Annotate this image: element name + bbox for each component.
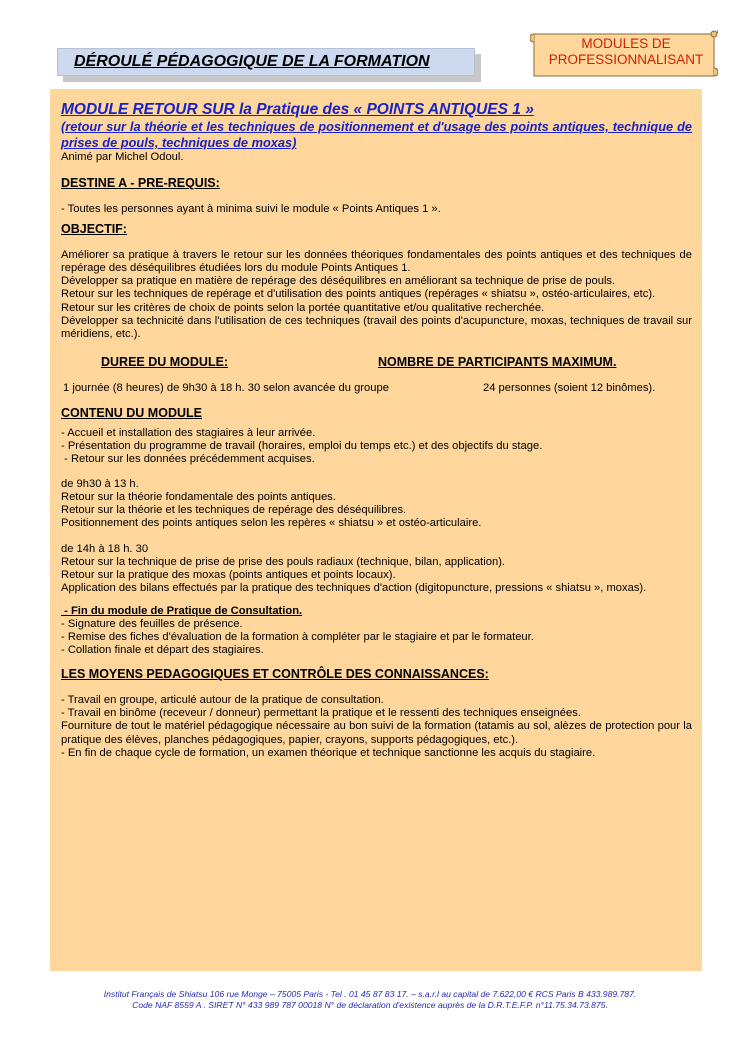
list-item: Retour sur la pratique des moxas (points antiques et points locaux).	[61, 568, 396, 581]
list-item: - Remise des fiches d'évaluation de la formation à compléter par le stagiaire et par le formateur.	[61, 631, 534, 644]
list-item: Retour sur la théorie et les techniques de repérage des déséquilibres.	[61, 504, 407, 517]
afternoon-time: de 14h à 18 h. 30	[61, 542, 149, 555]
header-banner	[57, 48, 475, 76]
list-item: Application des bilans effectués par la pratique des techniques d'action (digitopuncture, pressions « shiatsu », moxas).	[61, 581, 647, 594]
list-item: - En fin de chaque cycle de formation, un examen théorique et technique sanctionne les acquis du stagiaire.	[61, 746, 596, 759]
page-footer	[0, 989, 740, 1011]
prereq-heading: DESTINE A - PRE-REQUIS:	[61, 176, 220, 191]
list-item: Retour sur la théorie fondamentale des points antiques.	[61, 491, 336, 504]
duree-value: 1 journée (8 heures) de 9h30 à 18 h. 30 selon avancée du groupe	[63, 381, 389, 394]
module-title: MODULE RETOUR SUR la Pratique des « POINTS ANTIQUES 1 »	[61, 101, 534, 118]
footer-line: Institut Français de Shiatsu 106 rue Monge – 75005 Paris - Tel . 01 45 87 83 17. – s.a.r.l au capital de 7.622,00 € RCS Paris B 433.989.787.	[103, 989, 637, 999]
objectif-paragraph: Améliorer sa pratique à travers le retour sur les données théoriques fondamentales des points antiques et des techniques de repérage des déséquilibres étudiées lors du module Points Antiques 1.	[61, 249, 692, 275]
badge-label: MODULES DE PROFESSIONNALISANT	[548, 36, 704, 67]
duree-headings	[61, 355, 692, 370]
list-item: - Accueil et installation des stagiaires à leur arrivée.	[61, 426, 316, 439]
objectif-paragraph: Retour sur les critères de choix de points selon la portée quantitative et/ou qualitative recherchée.	[61, 301, 545, 314]
modules-badge	[530, 30, 718, 80]
objectif-heading: OBJECTIF:	[61, 222, 127, 237]
duree-heading: DUREE DU MODULE:	[101, 354, 229, 369]
module-animator: Animé par Michel Odoul.	[61, 151, 184, 163]
duree-values	[61, 382, 692, 396]
list-item: - Présentation du programme de travail (horaires, emploi du temps etc.) et des objectifs du stage.	[61, 439, 543, 452]
contenu-heading: CONTENU DU MODULE	[61, 405, 202, 420]
list-item: Retour sur la technique de prise de prise des pouls radiaux (technique, bilan, application).	[61, 555, 506, 568]
list-item: - Retour sur les données précédemment acquises.	[61, 453, 315, 466]
prereq-text: - Toutes les personnes ayant à minima suivi le module « Points Antiques 1 ».	[61, 203, 441, 216]
list-item: - Travail en groupe, articulé autour de la pratique de consultation.	[61, 694, 384, 707]
moyens-heading: LES MOYENS PEDAGOGIQUES ET CONTRÔLE DES CONNAISSANCES:	[61, 667, 489, 682]
morning-time: de 9h30 à 13 h.	[61, 478, 139, 491]
list-item: - Collation finale et départ des stagiaires.	[61, 644, 264, 657]
participants-heading: NOMBRE DE PARTICIPANTS MAXIMUM.	[378, 354, 617, 369]
end-heading: - Fin du module de Pratique de Consultation.	[61, 604, 303, 617]
module-subtitle: (retour sur la théorie et les techniques de positionnement et d'usage des points antiques, technique de prises de pouls, techniques de moxas)	[61, 119, 692, 150]
list-item: Positionnement des points antiques selon les repères « shiatsu » et ostéo-articulaire.	[61, 517, 482, 530]
footer-line: Code NAF 8559 A . SIRET N° 433 989 787 00018 N° de déclaration d'existence auprès de la D.R.T.E.F.P. n°11.75.34.73.875.	[132, 1000, 608, 1010]
list-item: - Signature des feuilles de présence.	[61, 617, 243, 630]
objectif-paragraph: Retour sur les techniques de repérage et d'utilisation des points antiques (repérages « shiatsu », ostéo-articulaires, etc).	[61, 288, 656, 301]
participants-value: 24 personnes (soient 12 binômes).	[483, 381, 656, 394]
objectif-paragraph: Développer sa technicité dans l'utilisation de ces techniques (travail des points d'acupuncture, moxas, techniques de travail sur méridiens, etc.).	[61, 314, 692, 340]
module-content	[61, 101, 692, 760]
list-item: - Travail en binôme (receveur / donneur) permettant la pratique et le ressenti des techniques enseignées.	[61, 707, 581, 720]
page-title: DÉROULÉ PÉDAGOGIQUE DE LA FORMATION	[74, 53, 430, 70]
list-item: Fourniture de tout le matériel pédagogique nécessaire au bon suivi de la formation (tatamis au sol, alèzes de protection pour la pratique des élèves, planches pédagogiques, papier, crayons, supports pédagogiques, etc.).	[61, 720, 692, 746]
objectif-paragraph: Développer sa pratique en matière de repérage des déséquilibres en améliorant sa technique de prise de pouls.	[61, 275, 616, 288]
